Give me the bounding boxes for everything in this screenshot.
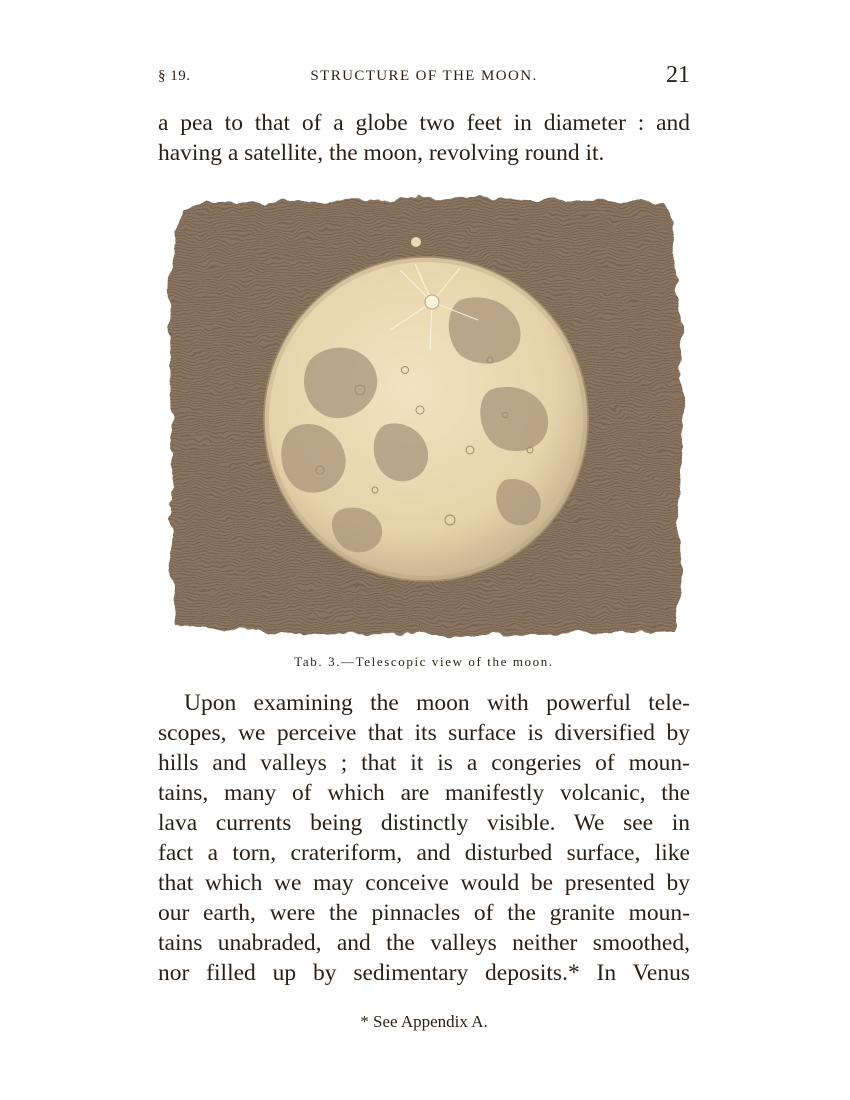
top-paragraph <box>158 108 690 168</box>
paragraph-line: Upon examining the moon with powerful tele- <box>184 690 690 716</box>
paragraph-line: that which we may conceive would be presented by <box>158 870 690 896</box>
paragraph-line: scopes, we perceive that its surface is diversified by <box>158 720 690 746</box>
footnote: * See Appendix A. <box>360 1012 488 1031</box>
paragraph-line: having a satellite, the moon, revolving round it. <box>158 140 605 166</box>
paragraph-line: tains, many of which are manifestly volcanic, the <box>158 780 690 806</box>
paragraph-line: hills and valleys ; that it is a congeries of moun- <box>158 750 690 776</box>
main-paragraph <box>158 688 690 988</box>
moon-illustration <box>160 190 690 640</box>
paragraph-line: a pea to that of a globe two feet in diameter : and <box>158 110 690 136</box>
paragraph-line: fact a torn, crateriform, and disturbed surface, like <box>158 840 690 866</box>
figure-caption: Tab. 3.—Telescopic view of the moon. <box>294 654 554 669</box>
page-number: 21 <box>666 62 690 88</box>
paragraph-line: nor filled up by sedimentary deposits.* In Venus <box>158 960 690 986</box>
paragraph-line: lava currents being distinctly visible. We see in <box>158 810 690 836</box>
running-head <box>158 64 690 92</box>
star-dot <box>411 237 421 247</box>
section-number: § 19. <box>158 68 191 84</box>
running-title: STRUCTURE OF THE MOON. <box>310 68 538 84</box>
moon-engraving <box>160 190 690 640</box>
paragraph-line: our earth, were the pinnacles of the granite moun- <box>158 900 690 926</box>
paragraph-line: tains unabraded, and the valleys neither smoothed, <box>158 930 690 956</box>
